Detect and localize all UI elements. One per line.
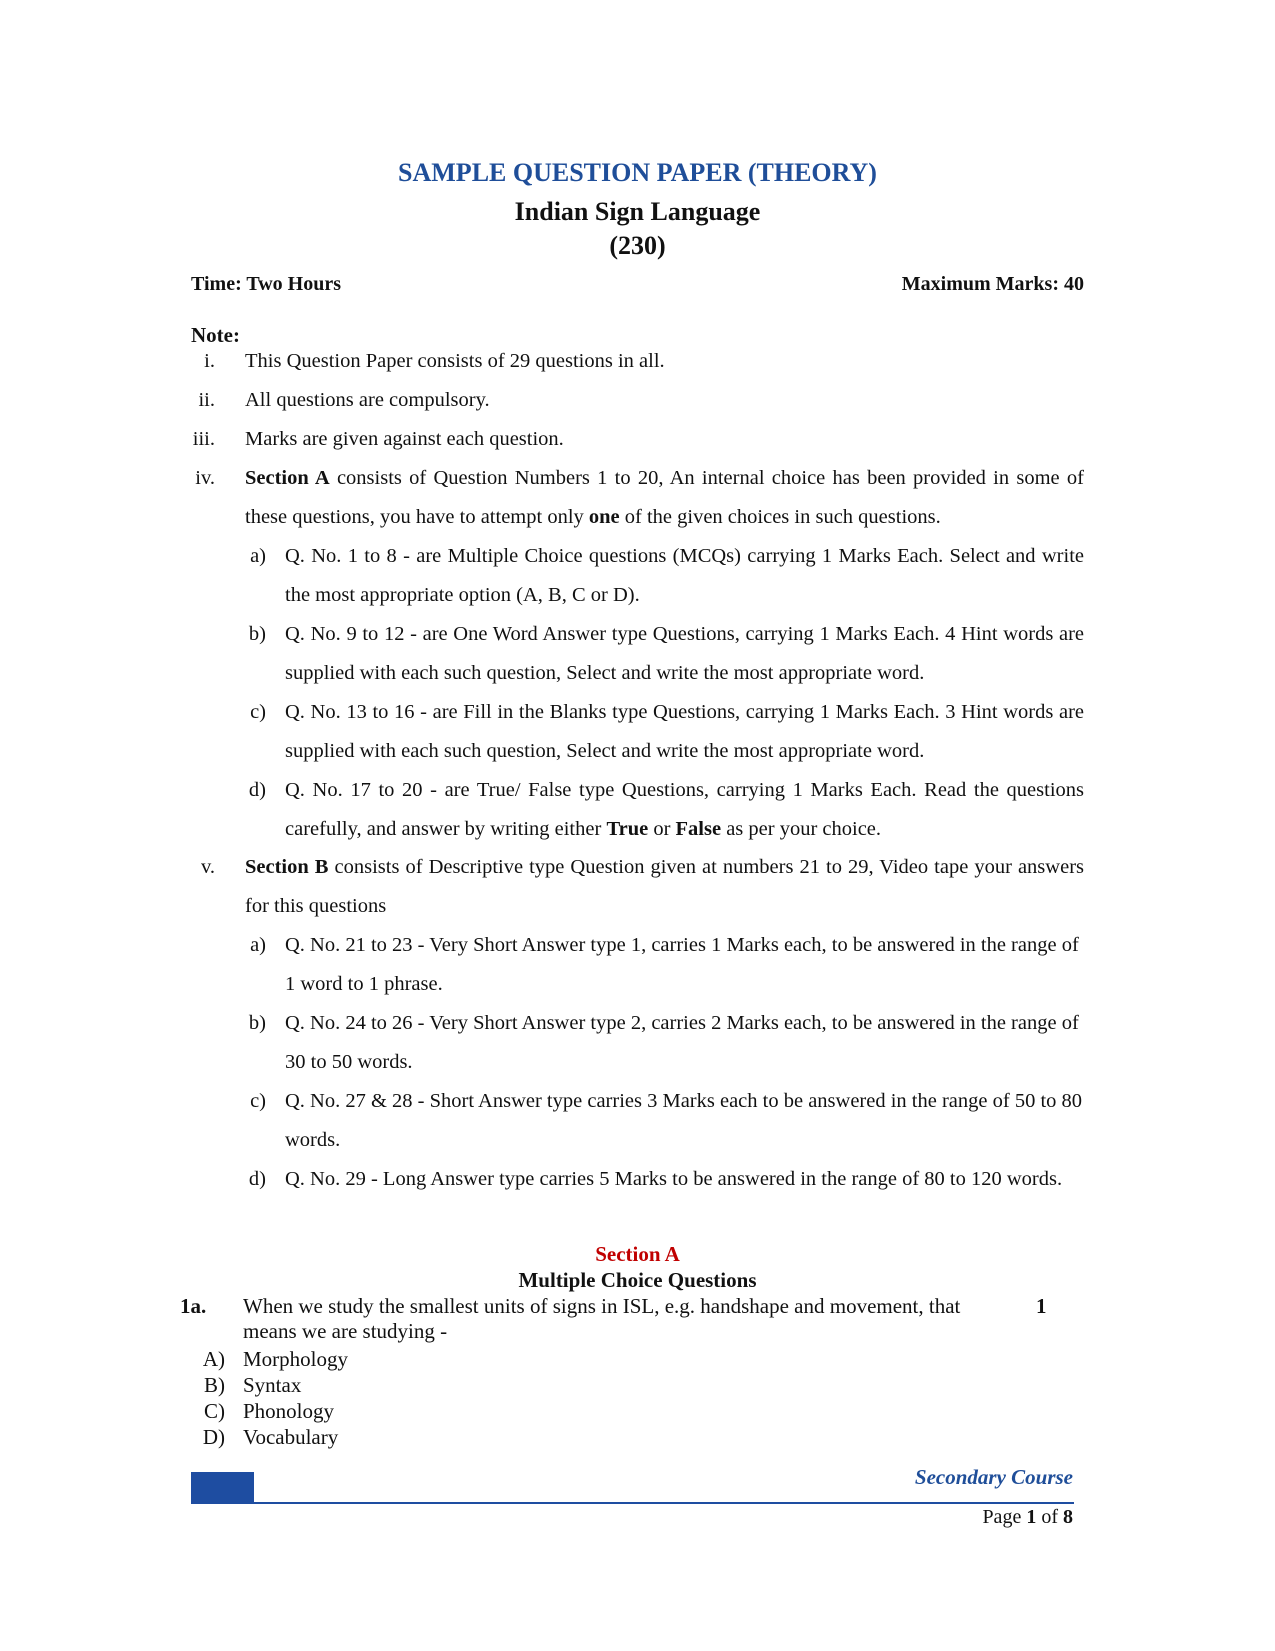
sub-item-num: a)	[250, 934, 266, 956]
sub-item-num: d)	[248, 779, 266, 801]
option-text: Morphology	[243, 1347, 348, 1371]
sub-item-text: Q. No. 24 to 26 - Very Short Answer type 2, carries 2 Marks each, to be answered in the range of 30 to 50 words.	[285, 1012, 1079, 1073]
question-number: 1a.	[180, 1294, 207, 1318]
true-bold: True	[606, 818, 649, 840]
footer-course: Secondary Course	[914, 1465, 1073, 1489]
note-item-num: v.	[200, 856, 215, 878]
note-item-num: iv.	[195, 467, 215, 489]
note-item-text: All questions are compulsory.	[245, 389, 490, 411]
note-item-num: iii.	[192, 428, 215, 450]
sub-item-text: Q. No. 13 to 16 - are Fill in the Blanks type Questions, carrying 1 Marks Each. 3 Hint words are supplied with each such question, Select and write the most appropriate word.	[285, 701, 1084, 762]
subject-code: (230)	[609, 231, 666, 260]
note-item-text: Marks are given against each question.	[245, 428, 564, 450]
false-bold: False	[675, 818, 722, 840]
page-number: Page 1 of 8	[982, 1506, 1073, 1528]
sub-item-num: b)	[248, 1012, 266, 1034]
sub-item-num: c)	[250, 1090, 266, 1112]
note-item-text: Section B consists of Descriptive type Question given at numbers 21 to 29, Video tape your answers for this questions	[245, 856, 1084, 917]
section-a-bold: Section A	[245, 467, 330, 489]
option-label: A)	[202, 1347, 225, 1371]
note-label: Note:	[191, 323, 240, 347]
sub-item-num: d)	[248, 1168, 266, 1190]
option-text: Vocabulary	[243, 1425, 339, 1449]
note-item-text: This Question Paper consists of 29 questions in all.	[245, 350, 665, 372]
note-item-num: i.	[204, 350, 215, 372]
sub-item-text: Q. No. 17 to 20 - are True/ False type Questions, carrying 1 Marks Each. Read the questions carefully, and answer by writing either True or False as per your choice.	[285, 779, 1084, 840]
sub-item-text: Q. No. 1 to 8 - are Multiple Choice questions (MCQs) carrying 1 Marks Each. Select and write the most appropriate option (A, B, C or D).	[285, 545, 1084, 606]
one-bold: one	[588, 506, 620, 528]
subject-name: Indian Sign Language	[514, 197, 761, 226]
sub-item-text: Q. No. 21 to 23 - Very Short Answer type 1, carries 1 Marks each, to be answered in the range of 1 word to 1 phrase.	[285, 934, 1079, 995]
sub-item-text: Q. No. 29 - Long Answer type carries 5 Marks to be answered in the range of 80 to 120 words.	[285, 1168, 1063, 1190]
sub-item-num: c)	[250, 701, 266, 723]
option-text: Phonology	[243, 1399, 335, 1423]
sub-item-text: Q. No. 9 to 12 - are One Word Answer type Questions, carrying 1 Marks Each. 4 Hint words are supplied with each such question, Select and write the most appropriate word.	[285, 623, 1084, 684]
section-subtitle: Multiple Choice Questions	[518, 1268, 757, 1292]
option-text: Syntax	[243, 1373, 302, 1397]
note-item-text: Section A consists of Question Numbers 1 to 20, An internal choice has been provided in some of these questions, you have to attempt only one of the given choices in such questions.	[245, 467, 1084, 528]
option-label: D)	[202, 1425, 225, 1449]
section-title: Section A	[595, 1242, 680, 1266]
question-text: When we study the smallest units of signs in ISL, e.g. handshape and movement, that means we are studying -	[243, 1294, 961, 1343]
option-label: C)	[204, 1399, 225, 1423]
section-b-bold: Section B	[245, 856, 329, 878]
footer-divider	[191, 1502, 1074, 1504]
paper-title: SAMPLE QUESTION PAPER (THEORY)	[398, 158, 877, 187]
footer-color-block	[191, 1472, 254, 1503]
sub-item-num: b)	[248, 623, 266, 645]
note-item-num: ii.	[198, 389, 215, 411]
sub-item-num: a)	[250, 545, 266, 567]
option-label: B)	[204, 1373, 225, 1397]
sub-item-text: Q. No. 27 & 28 - Short Answer type carries 3 Marks each to be answered in the range of 50 to 80 words.	[285, 1090, 1083, 1151]
time-label: Time: Two Hours	[191, 273, 342, 295]
question-marks: 1	[1036, 1294, 1047, 1318]
max-marks-label: Maximum Marks: 40	[901, 273, 1084, 295]
